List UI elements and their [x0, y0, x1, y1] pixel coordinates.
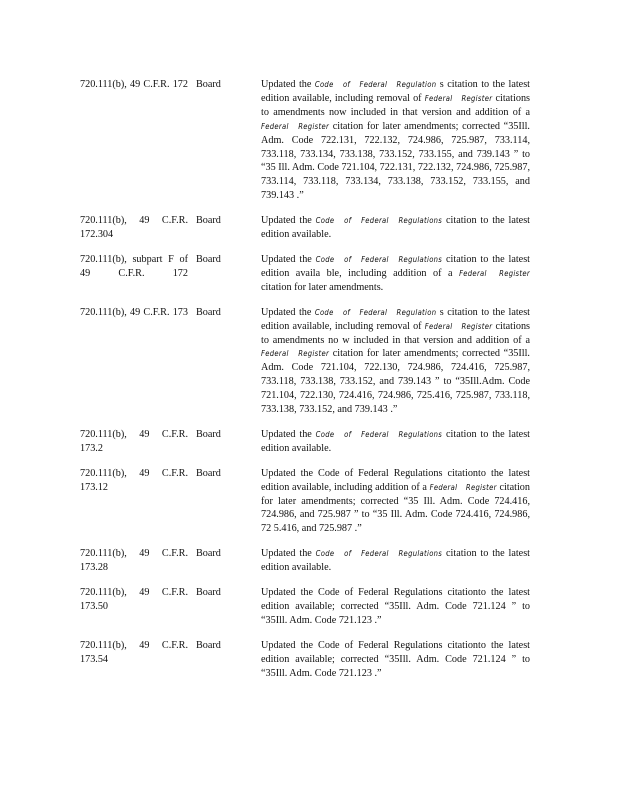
change-description [261, 306, 530, 417]
italic-title: Code of Federal Regulations [315, 549, 443, 559]
table-row [0, 253, 618, 295]
table-row [0, 214, 618, 242]
table-row [0, 467, 618, 537]
section-citation: 720.111(b), 49 C.F.R. 173.28 [80, 548, 188, 574]
agency-name: Board [196, 79, 221, 90]
description-text: Updated the [261, 215, 316, 227]
section-citation: 720.111(b), 49 C.F.R. 173.12 [80, 467, 188, 493]
change-description [261, 214, 530, 242]
agency-name: Board [196, 306, 221, 318]
amendment-table [0, 78, 618, 692]
description-text: citation for later amendments; corrected “35Ill. Adm. Code 721.104, 722.130, 724.986, 724.416, 725.987, 733.118, 733.138, 733.152, and 739.143 ” to “35Ill.Adm. Code 721.104, 722.130, 724.416, 724.986, 725.416, 725.987, 733.118, 733.138, 733.152, and 739.143 .” [261, 348, 530, 416]
table-row [0, 639, 618, 681]
agency-name: Board [196, 467, 221, 479]
agency-name: Board [196, 639, 221, 651]
description-text: Updated the Code of Federal Regulations citationto the latest edition available; corrected “35Ill. Adm. Code 721.124 ” to “35Ill. Adm. Code 721.123 .” [261, 639, 530, 679]
description-text: citation for later amendments. [261, 281, 384, 293]
change-description [261, 78, 530, 203]
section-citation: 720.111(b), 49 C.F.R. 173 [80, 306, 188, 318]
description-text: citation to the latest edition available. [261, 428, 530, 454]
italic-title: Code of Federal Regulations [315, 216, 443, 226]
description-text: Updated the [261, 548, 316, 560]
change-description [261, 639, 530, 681]
italic-title: Federal Register [424, 321, 493, 331]
italic-title: Code of Federal Regulations [315, 429, 443, 439]
section-citation: 720.111(b), subpart F of 49 C.F.R. 172 [80, 253, 188, 279]
agency-name: Board [196, 215, 221, 227]
description-text: s citation to the latest edition available, including removal of [261, 306, 530, 332]
description-text: citations to amendments no w included in that version and addition of a [261, 320, 530, 346]
section-citation: 720.111(b), 49 C.F.R. 173.2 [80, 428, 188, 454]
description-text: citation to the latest edition availa ble, including addition of a [261, 253, 530, 279]
italic-title: Code of Federal Regulations [315, 254, 443, 264]
italic-title: Federal Register [261, 121, 330, 131]
italic-title: Federal Register [459, 268, 530, 278]
italic-title: Code of Federal Regulation [314, 307, 437, 317]
italic-title: Federal Register [424, 93, 493, 103]
agency-name: Board [196, 253, 221, 265]
description-text: citation to the latest edition available. [261, 548, 530, 574]
table-row [0, 78, 618, 203]
description-text: Updated the [261, 79, 315, 90]
section-citation: 720.111(b), 49 C.F.R. 173.50 [80, 587, 188, 612]
italic-title: Federal Register [261, 349, 330, 359]
description-text: Updated the [261, 253, 316, 265]
table-row [0, 428, 618, 456]
table-row [0, 547, 618, 575]
description-text: citation for later amendments; corrected “35Ill. Adm. Code 722.131, 722.132, 724.986, 725.987, 733.114, 733.118, 733.134, 733.138, 733.152, 733.155, and 739.143 ” to “35 Ill. Adm. Code 721.104, 722.131, 722.132, 724.986, 725.987, 733.114, 733.118, 733.134, 733.138, 733.152, 733.155, and 739.143 .” [261, 120, 530, 202]
italic-title: Code of Federal Regulation [314, 80, 437, 89]
table-row [0, 586, 618, 628]
table-row [0, 306, 618, 417]
section-citation: 720.111(b), 49 C.F.R. 172.304 [80, 215, 188, 241]
description-text: Updated the Code of Federal Regulations citationto the latest edition available, including addition of a [261, 467, 530, 493]
change-description [261, 547, 530, 575]
description-text: citation for later amendments; corrected “35 Ill. Adm. Code 724.416, 724.986, and 725.987 ” to “35 Ill. Adm. Code 724.416, 724.986, 72 5.416, and 725.987 .” [261, 481, 530, 535]
agency-name: Board [196, 428, 221, 440]
section-citation: 720.111(b), 49 C.F.R. 173.54 [80, 639, 188, 665]
section-citation: 720.111(b), 49 C.F.R. 172 [80, 79, 188, 90]
description-text: Updated the [261, 428, 316, 440]
change-description [261, 586, 530, 628]
agency-name: Board [196, 548, 221, 560]
change-description [261, 428, 530, 456]
change-description [261, 253, 530, 295]
description-text: s citation to the latest edition available, including removal of [261, 79, 530, 104]
description-text: citations to amendments now included in that version and addition of a [261, 92, 530, 118]
description-text: Updated the [261, 306, 315, 318]
change-description [261, 467, 530, 537]
italic-title: Federal Register [429, 482, 497, 492]
description-text: citation to the latest edition available. [261, 215, 530, 241]
agency-name: Board [196, 587, 221, 599]
description-text: Updated the Code of Federal Regulations citationto the latest edition available; corrected “35Ill. Adm. Code 721.124 ” to “35Ill. Adm. Code 721.123 .” [261, 587, 530, 626]
